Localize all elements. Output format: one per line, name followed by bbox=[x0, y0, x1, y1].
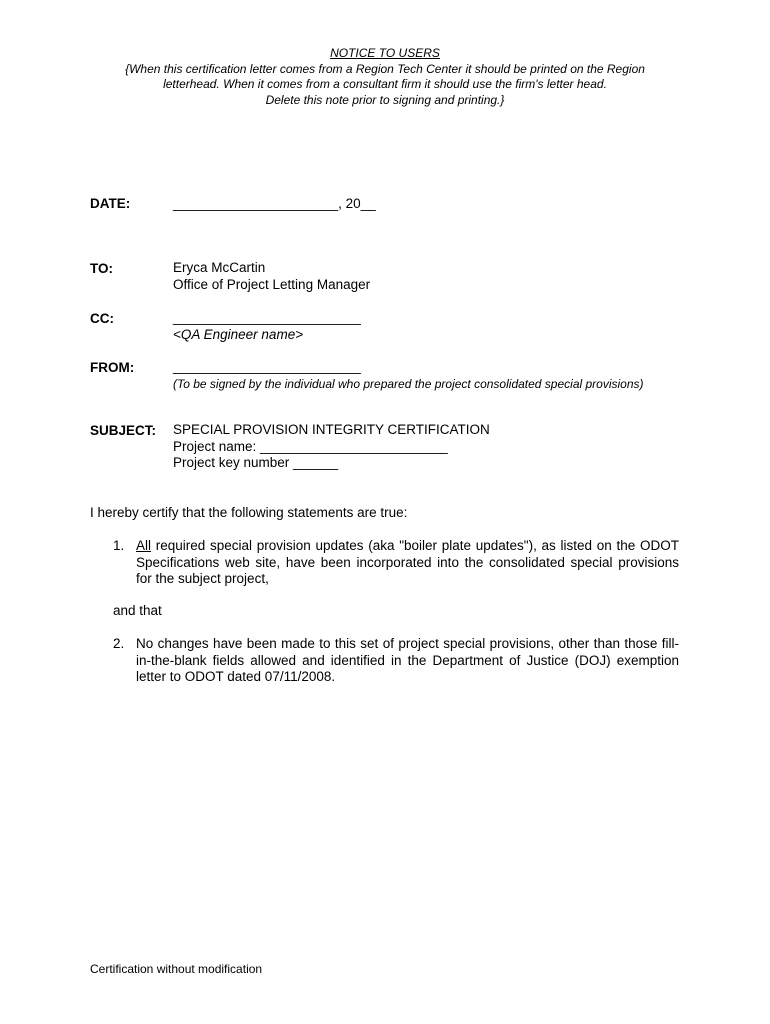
subject-line-1: SPECIAL PROVISION INTEGRITY CERTIFICATION bbox=[173, 422, 490, 437]
item-2-text: No changes have been made to this set of project special provisions, other than those fill-in-the-blank fields allowed and identified in the Department of Justice (DOJ) exemption letter to ODOT dated 07/11/2008. bbox=[136, 636, 679, 684]
subject-line-3: Project key number ______ bbox=[173, 455, 339, 470]
from-label: FROM: bbox=[90, 360, 135, 375]
subject-block bbox=[173, 422, 490, 472]
item-2-number: 2. bbox=[113, 636, 125, 651]
to-label: TO: bbox=[90, 261, 113, 276]
item-1-body: required special provision updates (aka "boiler plate updates"), as listed on the ODOT Specifications web site, have been incorporated into the consolidated special provisions for the subject project, bbox=[136, 538, 679, 586]
subject-line-2: Project name: _________________________ bbox=[173, 438, 448, 454]
date-label: DATE: bbox=[90, 196, 131, 211]
to-name: Eryca McCartin bbox=[173, 260, 266, 275]
cc-block bbox=[173, 310, 361, 343]
cc-label: CC: bbox=[90, 311, 114, 326]
notice-line-1: {When this certification letter comes from a Region Tech Center it should be printed on the Region bbox=[125, 61, 645, 76]
cc-signature-line: _________________________ bbox=[173, 310, 361, 325]
from-block bbox=[173, 359, 644, 392]
to-block bbox=[173, 260, 370, 293]
notice-to-users bbox=[90, 46, 680, 108]
notice-line-2: letterhead. When it comes from a consultant firm it should use the firm's letter head. bbox=[163, 77, 607, 91]
item-1-emphasis: All bbox=[136, 538, 152, 553]
subject-label: SUBJECT: bbox=[90, 423, 157, 438]
and-that: and that bbox=[113, 603, 162, 618]
notice-title: NOTICE TO USERS bbox=[330, 46, 440, 60]
intro-statement: I hereby certify that the following statements are true: bbox=[90, 505, 408, 520]
to-title: Office of Project Letting Manager bbox=[173, 276, 371, 292]
item-1-text bbox=[136, 538, 679, 588]
from-signature-line: _________________________ bbox=[173, 359, 361, 374]
item-1-number: 1. bbox=[113, 538, 125, 553]
notice-line-3: Delete this note prior to signing and printing.} bbox=[265, 92, 505, 107]
from-note: (To be signed by the individual who prepared the project consolidated special provisions) bbox=[173, 376, 644, 391]
cc-note: <QA Engineer name> bbox=[173, 326, 304, 342]
footer-note: Certification without modification bbox=[90, 962, 263, 976]
date-value: ______________________, 20__ bbox=[173, 196, 376, 211]
